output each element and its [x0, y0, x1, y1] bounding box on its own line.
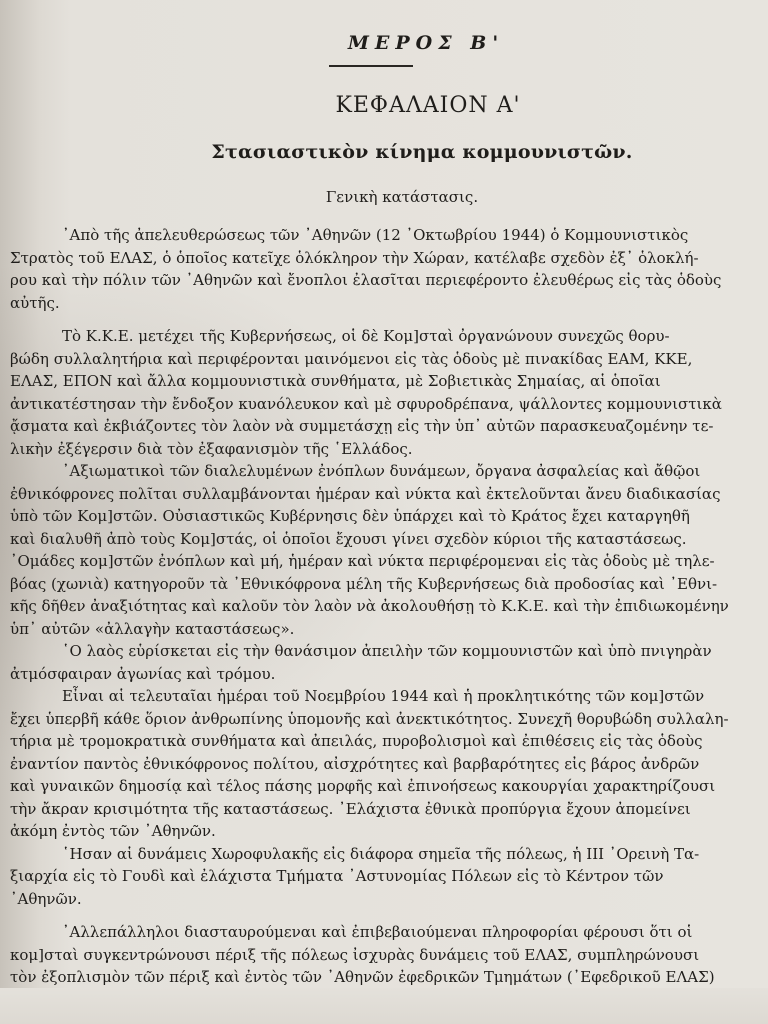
text-line: Στρατὸς τοῦ ΕΛΑΣ, ὁ ὁποῖος κατεῖχε ὁλόκληρον τὴν Χώραν, κατέλαβε σχεδὸν ἐξ᾿ ὁλοκλή- [10, 248, 699, 267]
text-line: ὑπ᾿ αὐτῶν «ἀλλαγὴν καταστάσεως». [10, 619, 295, 638]
text-line: κῆς δῆθεν ἀναξιότητας καὶ καλοῦν τὸν λαὸν νὰ ἀκολουθήσῃ τὸ Κ.Κ.Ε. καὶ τὴν ἐπιδιωκομένην [10, 597, 729, 615]
text-line: ἐθνικόφρονες πολῖται συλλαμβάνονται ἡμέραν καὶ νύκτα καὶ ἐκτελοῦνται ἄνευ διαδικασίας [10, 484, 721, 503]
part-title: ΜΕΡΟΣ Β' [347, 32, 505, 54]
text-line: Εἶναι αἱ τελευταῖαι ἡμέραι τοῦ Νοεμβρίου 1944 καὶ ἡ προκλητικότης τῶν κομ]στῶν [62, 687, 705, 705]
text-line: ᾿Ομάδες κομ]στῶν ἐνόπλων καὶ μή, ἡμέραν καὶ νύκτα περιφέρομεναι εἰς τὰς ὁδοὺς μὲ τηλε- [10, 552, 715, 570]
text-line: ρου καὶ τὴν πόλιν τῶν ᾿Αθηνῶν καὶ ἔνοπλοι ἐλασῖται περιεφέροντο ἐλευθέρως εἰς τὰς ὁδοὺς [10, 271, 722, 289]
subheading: Γενικὴ κατάστασις. [325, 188, 479, 206]
text-line: ἐναντίον παντὸς ἐθνικόφρονος πολίτου, αἰσχρότητες καὶ βαρβαρότητες εἰς βάρος ἀνδρῶν [10, 754, 700, 773]
text-line: βώδη συλλαλητήρια καὶ περιφέρονται μαινόμενοι εἰς τὰς ὁδοὺς μὲ πινακίδας ΕΑΜ, ΚΚΕ, [10, 349, 693, 368]
text-line: ᾿Απὸ τῆς ἀπελευθερώσεως τῶν ᾿Αθηνῶν (12 ᾿Οκτωβρίου 1944) ὁ Κομμουνιστικὸς [62, 226, 689, 244]
page-bottom-margin [0, 988, 768, 1024]
section-headline: Στασιαστικὸν κίνημα κομμουνιστῶν. [211, 141, 633, 163]
text-line: ΕΛΑΣ, ΕΠΟΝ καὶ ἄλλα κομμουνιστικὰ συνθήματα, μὲ Σοβιετικὰς Σημαίας, αἱ ὁποῖαι [10, 372, 661, 390]
text-line: τὸν ἐξοπλισμὸν τῶν πέριξ καὶ ἐντὸς τῶν ᾿Αθηνῶν ἐφεδρικῶν Τμημάτων (᾿Εφεδρικοῦ ΕΛΑΣ) [10, 968, 715, 986]
text-line: λικὴν ἐξέγερσιν διὰ τὸν ἐξαφανισμὸν τῆς ῾Ελλάδος. [10, 439, 413, 458]
text-line: βόας (χωνιὰ) κατηγοροῦν τὰ ᾿Εθνικόφρονα μέλη τῆς Κυβερνήσεως διὰ προδοσίας καὶ ᾿Εθνι- [10, 574, 718, 593]
text-line: ῾Ο λαὸς εὑρίσκεται εἰς τὴν θανάσιμον ἀπειλὴν τῶν κομμουνιστῶν καὶ ὑπὸ πνιγηρὰν [62, 642, 712, 660]
text-line: ᾿Αθηνῶν. [10, 889, 82, 908]
text-line: ῾Ησαν αἱ δυνάμεις Χωροφυλακῆς εἰς διάφορα σημεῖα τῆς πόλεως, ἡ ΙΙΙ ᾿Ορεινὴ Τα- [62, 844, 700, 863]
text-line: ᾿Αλλεπάλληλοι διασταυρούμεναι καὶ ἐπιβεβαιούμεναι πληροφορίαι φέρουσι ὅτι οἱ [62, 923, 693, 941]
text-line: ἀκόμη ἐντὸς τῶν ᾿Αθηνῶν. [10, 822, 216, 840]
text-line: κομ]σταὶ συγκεντρώνουσι πέριξ τῆς πόλεως ἰσχυρὰς δυνάμεις τοῦ ΕΛΑΣ, συμπληρώνουσι [10, 945, 700, 964]
text-line: ἔχει ὑπερβῆ κάθε ὅριον ἀνθρωπίνης ὑπομονῆς καὶ ἀνεκτικότητος. Συνεχῆ θορυβώδη συλλαλη- [10, 709, 729, 728]
chapter-title: ΚΕΦΑΛΑΙΟΝ Α' [335, 93, 521, 118]
text-line: ᾄσματα καὶ ἐκβιάζοντες τὸν λαὸν νὰ συμμετάσχῃ εἰς τὴν ὑπ᾿ αὐτῶν παρασκευαζομένην τε- [10, 417, 714, 435]
text-line: καὶ διαλυθῆ ἀπὸ τοὺς Κομ]στάς, οἱ ὁποῖοι ἔχουσι γίνει σχεδὸν κύριοι τῆς καταστάσεως. [10, 529, 687, 548]
text-line: καὶ γυναικῶν δημοσίᾳ καὶ τέλος πάσης μορφῆς καὶ ἐπινοήσεως κακουργίαι χαρακτηρίζουσι [10, 777, 716, 795]
body-text [10, 224, 758, 1024]
text-line: αὐτῆς. [10, 293, 60, 312]
text-line: ἀντικατέστησαν τὴν ἔνδοξον κυανόλευκον καὶ μὲ σφυροδρέπανα, ψάλλοντες κομμουνιστικὰ [10, 394, 722, 413]
text-line: ξιαρχία εἰς τὸ Γουδὶ καὶ ἐλάχιστα Τμήματα ᾿Αστυνομίας Πόλεων εἰς τὸ Κέντρον τῶν [10, 867, 664, 885]
text-line: ᾿Αξιωματικοὶ τῶν διαλελυμένων ἐνόπλων δυνάμεων, ὄργανα ἀσφαλείας καὶ ἄθῷοι [62, 462, 701, 480]
paragraph-gap [10, 314, 758, 325]
text-line: ἀτμόσφαιραν ἀγωνίας καὶ τρόμου. [10, 664, 276, 683]
text-line: τήρια μὲ τρομοκρατικὰ συνθήματα καὶ ἀπειλάς, πυροβολισμοὶ καὶ ἐπιθέσεις εἰς τὰς ὁδοὺς [10, 732, 703, 750]
text-line: Τὸ Κ.Κ.Ε. μετέχει τῆς Κυβερνήσεως, οἱ δὲ Κομ]σταὶ ὀργανώνουν συνεχῶς θορυ- [62, 327, 670, 345]
paragraph-gap [10, 910, 758, 921]
text-line: τὴν ἄκραν κρισιμότητα τῆς καταστάσεως. ᾿Ελάχιστα ἐθνικὰ προπύργια ἔχουν ἀπομείνει [10, 799, 691, 818]
text-line: ὑπὸ τῶν Κομ]στῶν. Οὐσιαστικῶς Κυβέρνησις δὲν ὑπάρχει καὶ τὸ Κράτος ἔχει καταργηθῆ [10, 507, 690, 525]
title-rule [329, 65, 413, 67]
